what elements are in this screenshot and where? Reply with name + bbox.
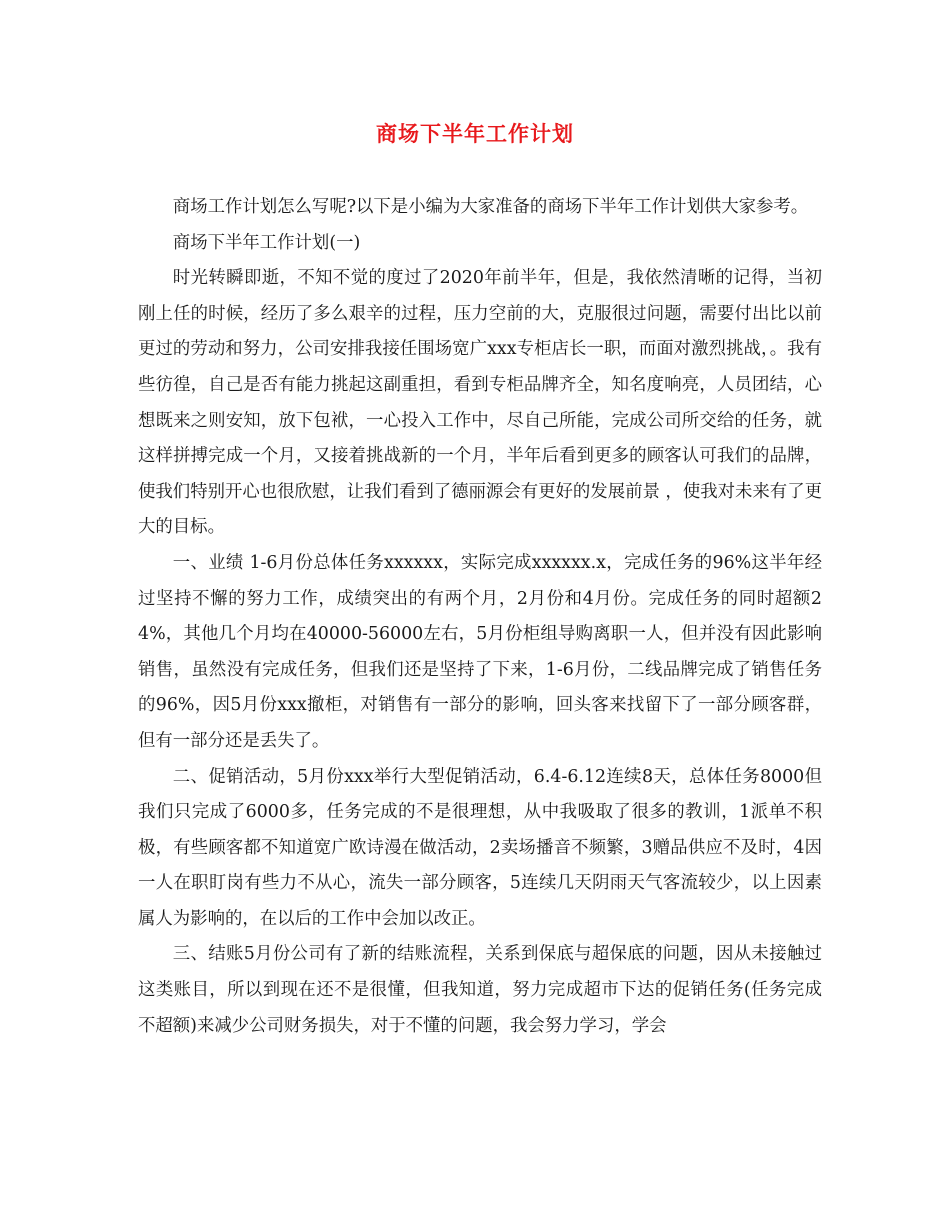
- settlement-paragraph: 三、结账5月份公司有了新的结账流程，关系到保底与超保底的问题，因从未接触过这类账目，所以到现在还不是很懂，但我知道，努力完成超市下达的促销任务(任务完成不超额)来减少公司财务损失，对于不懂的问题，我会努力学习，学会: [138, 944, 822, 1036]
- document-title: 商场下半年工作计划: [376, 122, 574, 146]
- body-paragraph: 时光转瞬即逝，不知不觉的度过了2020年前半年，但是，我依然清晰的记得，当初刚上任的时候，经历了多么艰辛的过程，压力空前的大，克服很过问题，需要付出比以前更过的劳动和努力，公司安排我接任围场宽广xxx专柜店长一职，而面对激烈挑战，。我有些彷徨，自己是否有能力挑起这副重担，看到专柜品牌齐全，知名度响亮，人员团结，心想既来之则安知，放下包袱，一心投入工作中，尽自己所能，完成公司所交给的任务，就这样拼搏完成一个月，又接着挑战新的一个月，半年后看到更多的顾客认可我们的品牌，使我们特别开心也很欣慰，让我们看到了德丽源会有更好的发展前景 ，使我对未来有了更大的目标。: [138, 268, 822, 538]
- intro-paragraph: 商场工作计划怎么写呢?以下是小编为大家准备的商场下半年工作计划供大家参考。: [172, 197, 809, 217]
- section-heading: 商场下半年工作计划(一): [172, 232, 361, 253]
- promotion-paragraph: 二、促销活动，5月份xxx举行大型促销活动，6.4-6.12连续8天，总体任务8000但我们只完成了6000多，任务完成的不是很理想，从中我吸取了很多的教训，1派单不积极，有些顾客都不知道宽广欧诗漫在做活动，2卖场播音不频繁，3赠品供应不及时，4因一人在职盯岗有些力不从心，流失一部分顾客，5连续几天阴雨天气客流较少，以上因素属人为影响的，在以后的工作中会加以改正。: [138, 766, 822, 929]
- performance-paragraph: 一、业绩 1-6月份总体任务xxxxxx，实际完成xxxxxx.x，完成任务的96%这半年经过坚持不懈的努力工作，成绩突出的有两个月，2月份和4月份。完成任务的同时超额24%，其他几个月均在40000-56000左右，5月份柜组导购离职一人，但并没有因此影响销售，虽然没有完成任务，但我们还是坚持了下来，1-6月份，二线品牌完成了销售任务的96%，因5月份xxx撤柜，对销售有一部分的影响，回头客来找留下了一部分顾客群，但有一部分还是丢失了。: [138, 552, 822, 751]
- document-body: [138, 190, 822, 1044]
